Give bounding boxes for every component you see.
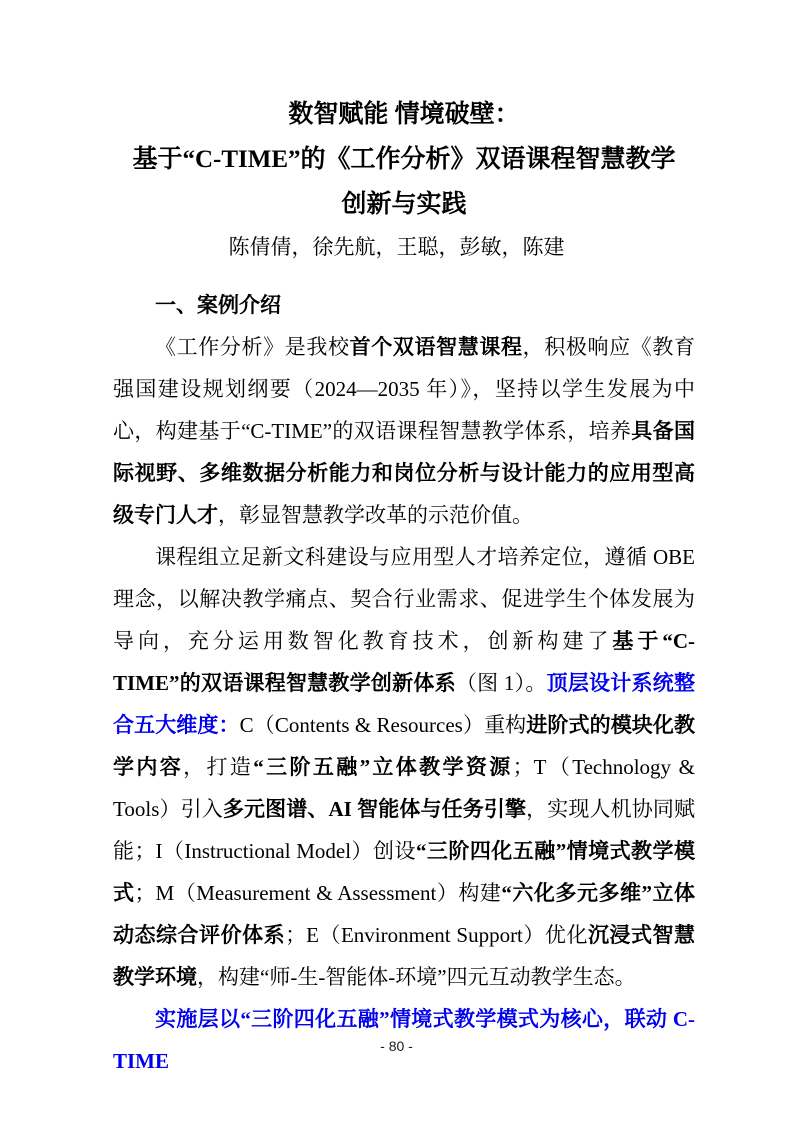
text-run: （图 1）。: [455, 671, 547, 695]
page-number: - 80 -: [380, 1038, 413, 1054]
text-run: C（Contents & Resources）重构: [239, 713, 527, 737]
document-title-line2: 基于“C-TIME”的《工作分析》双语课程智慧教学: [132, 146, 676, 173]
text-run: 基于“C-TIME”的双语课程智慧教学创新体系: [113, 629, 695, 695]
text-run: ，打造: [183, 755, 254, 779]
text-run: 顶层设计系统整合五大维度：: [113, 671, 696, 737]
text-run: 沉浸式智慧教学环境: [113, 923, 696, 989]
document-title: [113, 92, 695, 227]
text-run: 实施层以“三阶四化五融”情境式教学模式为核心，联动 C-TIME: [113, 1007, 695, 1073]
text-run: 首个双语智慧课程: [349, 335, 523, 359]
paragraph-ctime-system: [113, 536, 695, 998]
text-run: “六化多元多维”立体动态综合评价体系: [113, 881, 695, 947]
text-run: “三阶五融”立体教学资源: [253, 755, 513, 779]
text-run: ；M（Measurement & Assessment）构建: [134, 881, 502, 905]
document-title-line3: 创新与实践: [341, 191, 467, 218]
text-run: 多元图谱、AI 智能体与任务引擎: [222, 797, 527, 821]
text-run: 具备国际视野、多维数据分析能力和岗位分析与设计能力的应用型高级专门人才: [113, 419, 695, 527]
text-run: ，实现人机协同赋能；I（Instructional Model）创设: [113, 797, 696, 863]
text-run: 《工作分析》是我校: [155, 335, 350, 359]
text-run: 进阶式的模块化教学内容: [113, 713, 696, 779]
authors-line: 陈倩倩，徐先航，王聪，彭敏，陈建: [228, 235, 565, 259]
paragraph-intro: [113, 326, 695, 536]
text-run: ；T（Technology & Tools）引入: [113, 755, 696, 821]
text-run: 课程组立足新文科建设与应用型人才培养定位，遵循 OBE 理念，以解决教学痛点、契合行业需求、促进学生个体发展为导向，充分运用数智化教育技术，创新构建了: [113, 545, 695, 653]
document-title-line1: 数智赋能 情境破壁：: [288, 101, 520, 128]
text-run: ，彰显智慧教学改革的示范价值。: [218, 503, 533, 527]
text-run: ；E（Environment Support）优化: [285, 923, 588, 947]
text-run: ，构建“师-生-智能体-环境”四元互动教学生态。: [197, 965, 636, 989]
section-heading: 一、案例介绍: [155, 293, 281, 317]
text-run: ，积极响应《教育强国建设规划纲要（2024—2035 年）》，坚持以学生发展为中心，构建基于“C-TIME”的双语课程智慧教学体系，培养: [113, 335, 695, 443]
document-body: [113, 284, 695, 1082]
text-run: “三阶四化五融”情境式教学模式: [113, 839, 695, 905]
